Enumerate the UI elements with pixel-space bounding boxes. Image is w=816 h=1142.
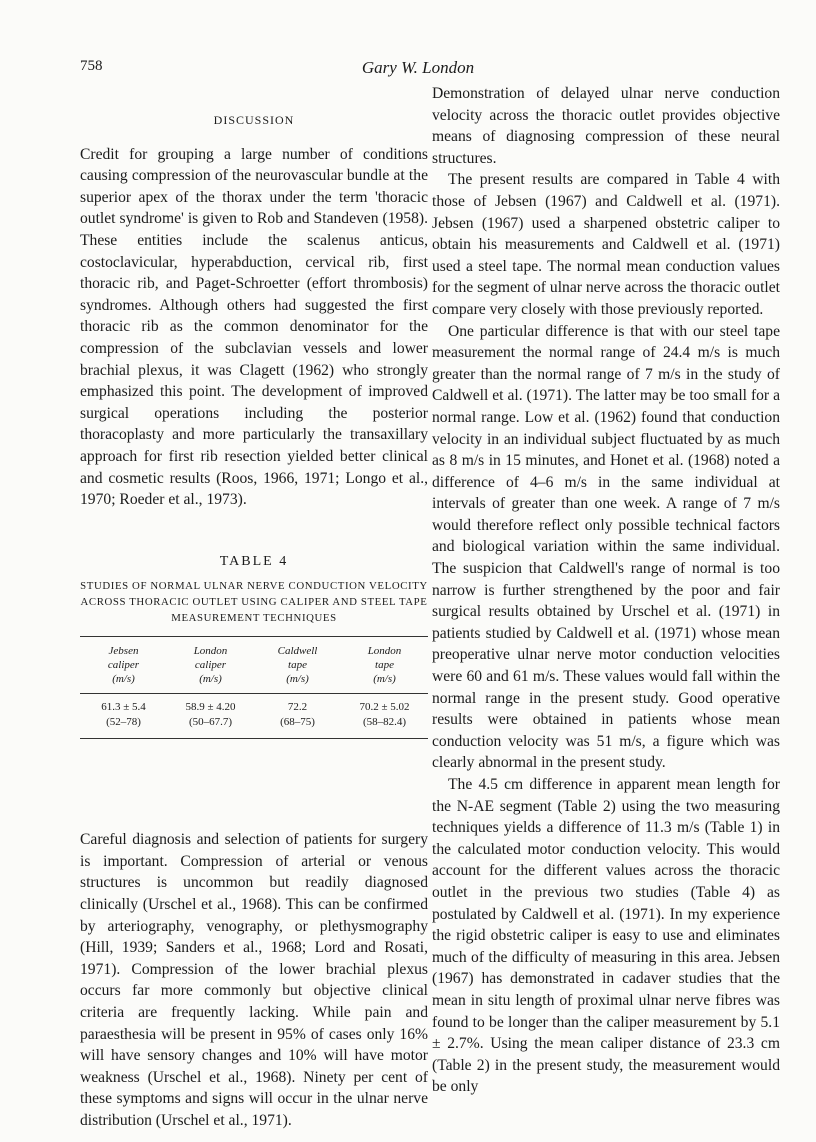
left-column <box>80 92 428 1132</box>
table-cell: 58.9 ± 4.20 (50–67.7) <box>185 701 236 729</box>
running-head: Gary W. London <box>361 58 475 77</box>
paragraph: The 4.5 cm difference in apparent mean length for the N-AE segment (Table 2) using the two measuring techniques yields a difference of 11.3 m/s (Table 1) in the calculated motor conduction velocity. This would account for the different values across the thoracic outlet in the previous two studies (Table 4) as postulated by Caldwell et al. (1971). In my experience the rigid obstetric caliper is easy to use and eliminates much of the difficulty of measuring in this area. Jebsen (1967) has demonstrated in cadaver studies that the mean in situ length of proximal ulnar nerve fibres was found to be longer than the caliper measurement by 5.1 ± 2.7%. Using the mean caliper distance of 23.3 cm (Table 2) in the present study, the measurement would be only <box>432 776 780 1096</box>
table-label: TABLE 4 <box>219 553 289 569</box>
table-cell: 61.3 ± 5.4 (52–78) <box>101 701 146 729</box>
column-header: London caliper (m/s) <box>193 645 228 686</box>
table-4 <box>80 551 428 740</box>
right-column <box>432 83 780 1098</box>
column-header: Caldwell tape (m/s) <box>277 645 318 686</box>
paragraph: The present results are compared in Table 4 with those of Jebsen (1967) and Caldwell et al. (1971). Jebsen (1967) used a sharpened obstetric caliper to obtain his measurements and Caldwell et al. (1971) used a steel tape. The normal mean conduction values for the segment of ulnar nerve across the thoracic outlet compare very closely with those previously reported. <box>432 171 780 318</box>
table-caption: STUDIES OF NORMAL ULNAR NERVE CONDUCTION VELOCITY ACROSS THORACIC OUTLET USING CALIPER AND STEEL TAPE MEASUREMENT TECHNIQUES <box>80 580 428 625</box>
table-row <box>80 694 428 739</box>
table-header-row <box>80 637 428 694</box>
paragraph: One particular difference is that with our steel tape measurement the normal range of 24.4 m/s is much greater than the normal range of 7 m/s in the study of Caldwell et al. (1971). The latter may be too small for a normal range. Low et al. (1962) found that conduction velocity in an individual subject fluctuated by as much as 8 m/s in 15 minutes, and Honet et al. (1968) noted a difference of 4–6 m/s in the same individual at intervals of greater than one week. A range of 7 m/s would therefore reflect only possible technical factors and biological variation within the same individual. The suspicion that Caldwell's range of normal is too narrow is further strengthened by the poor and fair surgical results obtained by Urschel et al. (1971) in patients studied by Caldwell et al. (1971) whose mean preoperative ulnar nerve motor conduction velocities were 60 and 61 m/s. These values would fall within the normal range in the present study. Good operative results were obtained in patients whose mean conduction velocity was 51 m/s, a figure which was clearly abnormal in the present study. <box>432 322 780 772</box>
data-table <box>80 636 428 739</box>
column-header: London tape (m/s) <box>367 645 402 686</box>
table-cell: 70.2 ± 5.02 (58–82.4) <box>359 701 410 729</box>
paragraph: Demonstration of delayed ulnar nerve conduction velocity across the thoracic outlet provides objective means of diagnosing compression of these neural structures. <box>432 85 780 167</box>
section-heading: DISCUSSION <box>213 113 295 127</box>
column-header: Jebsen caliper (m/s) <box>107 645 140 686</box>
paragraph: Credit for grouping a large number of conditions causing compression of the neurovascular bundle at the superior apex of the thorax under the term 'thoracic outlet syndrome' is given to Rob and Standeven (1958). These entities include the scalenus anticus, costoclavicular, hyperabduction, cervical rib, first thoracic rib, and Paget-Schroetter (effort thrombosis) syndromes. Although others had suggested the first thoracic rib as the common denominator for the compression of the subclavian vessels and lower brachial plexus, it was Clagett (1962) who strongly emphasized this point. The development of improved surgical operations including the posterior thoracoplasty and more particularly the transaxillary approach for first rib resection yielded better clinical and cosmetic results (Roos, 1966, 1971; Longo et al., 1970; Roeder et al., 1973). <box>80 145 428 509</box>
page-number: 758 <box>80 58 103 74</box>
paragraph: Careful diagnosis and selection of patients for surgery is important. Compression of arterial or venous structures is uncommon but readily diagnosed clinically (Urschel et al., 1968). This can be confirmed by arteriography, venography, or plethysmography (Hill, 1939; Sanders et al., 1968; Lord and Rosati, 1971). Compression of the lower brachial plexus occurs far more commonly but objective clinical criteria are frequently lacking. While pain and paraesthesia will be present in 95% of cases only 16% will have sensory changes and 10% will have motor weakness (Urschel et al., 1968). Ninety per cent of these symptoms and signs will occur in the ulnar nerve distribution (Urschel et al., 1971). <box>80 831 428 1129</box>
table-cell: 72.2 (68–75) <box>280 701 315 729</box>
